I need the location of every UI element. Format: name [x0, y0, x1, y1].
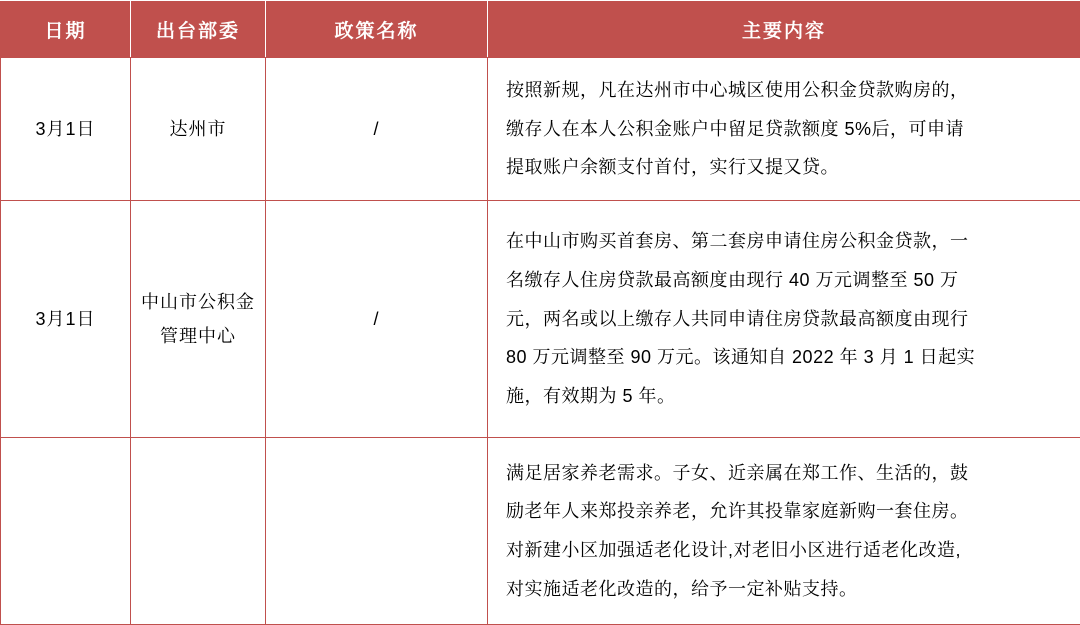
- content-line: 按照新规，凡在达州市中心城区使用公积金贷款购房的，: [506, 71, 1068, 110]
- cell-department: 达州市: [131, 58, 266, 201]
- cell-department: [131, 438, 266, 625]
- column-header-date: 日期: [1, 1, 131, 58]
- cell-date: 3月1日: [1, 201, 131, 438]
- cell-date: [1, 438, 131, 625]
- content-line: 缴存人在本人公积金账户中留足贷款额度 5%后，可申请: [506, 110, 1068, 149]
- cell-policy-name: /: [266, 201, 488, 438]
- table-row: [1, 201, 1080, 438]
- content-line: 对新建小区加强适老化设计,对老旧小区进行适老化改造,: [506, 531, 1068, 570]
- content-line: 80 万元调整至 90 万元。该通知自 2022 年 3 月 1 日起实: [506, 338, 1068, 377]
- cell-main-content: [488, 58, 1080, 201]
- content-line: 元，两名或以上缴存人共同申请住房贷款最高额度由现行: [506, 300, 1068, 339]
- content-line: 在中山市购买首套房、第二套房申请住房公积金贷款，一: [506, 222, 1068, 261]
- column-header-main-content: 主要内容: [488, 1, 1080, 58]
- cell-department: 中山市公积金管理中心: [131, 201, 266, 438]
- table-body: [1, 58, 1080, 625]
- cell-date: 3月1日: [1, 58, 131, 201]
- content-line: 施，有效期为 5 年。: [506, 377, 1068, 416]
- content-line: 对实施适老化改造的，给予一定补贴支持。: [506, 570, 1068, 609]
- content-line: 提取账户余额支付首付，实行又提又贷。: [506, 148, 1068, 187]
- content-line: 名缴存人住房贷款最高额度由现行 40 万元调整至 50 万: [506, 261, 1068, 300]
- table-row: [1, 58, 1080, 201]
- table-header: [1, 1, 1080, 58]
- table-header-row: [1, 1, 1080, 58]
- column-header-policy-name: 政策名称: [266, 1, 488, 58]
- content-line: 励老年人来郑投亲养老，允许其投靠家庭新购一套住房。: [506, 492, 1068, 531]
- cell-main-content: [488, 201, 1080, 438]
- column-header-department: 出台部委: [131, 1, 266, 58]
- cell-policy-name: [266, 438, 488, 625]
- cell-policy-name: /: [266, 58, 488, 201]
- cell-main-content: [488, 438, 1080, 625]
- table-row: [1, 438, 1080, 625]
- content-line: 满足居家养老需求。子女、近亲属在郑工作、生活的，鼓: [506, 454, 1068, 493]
